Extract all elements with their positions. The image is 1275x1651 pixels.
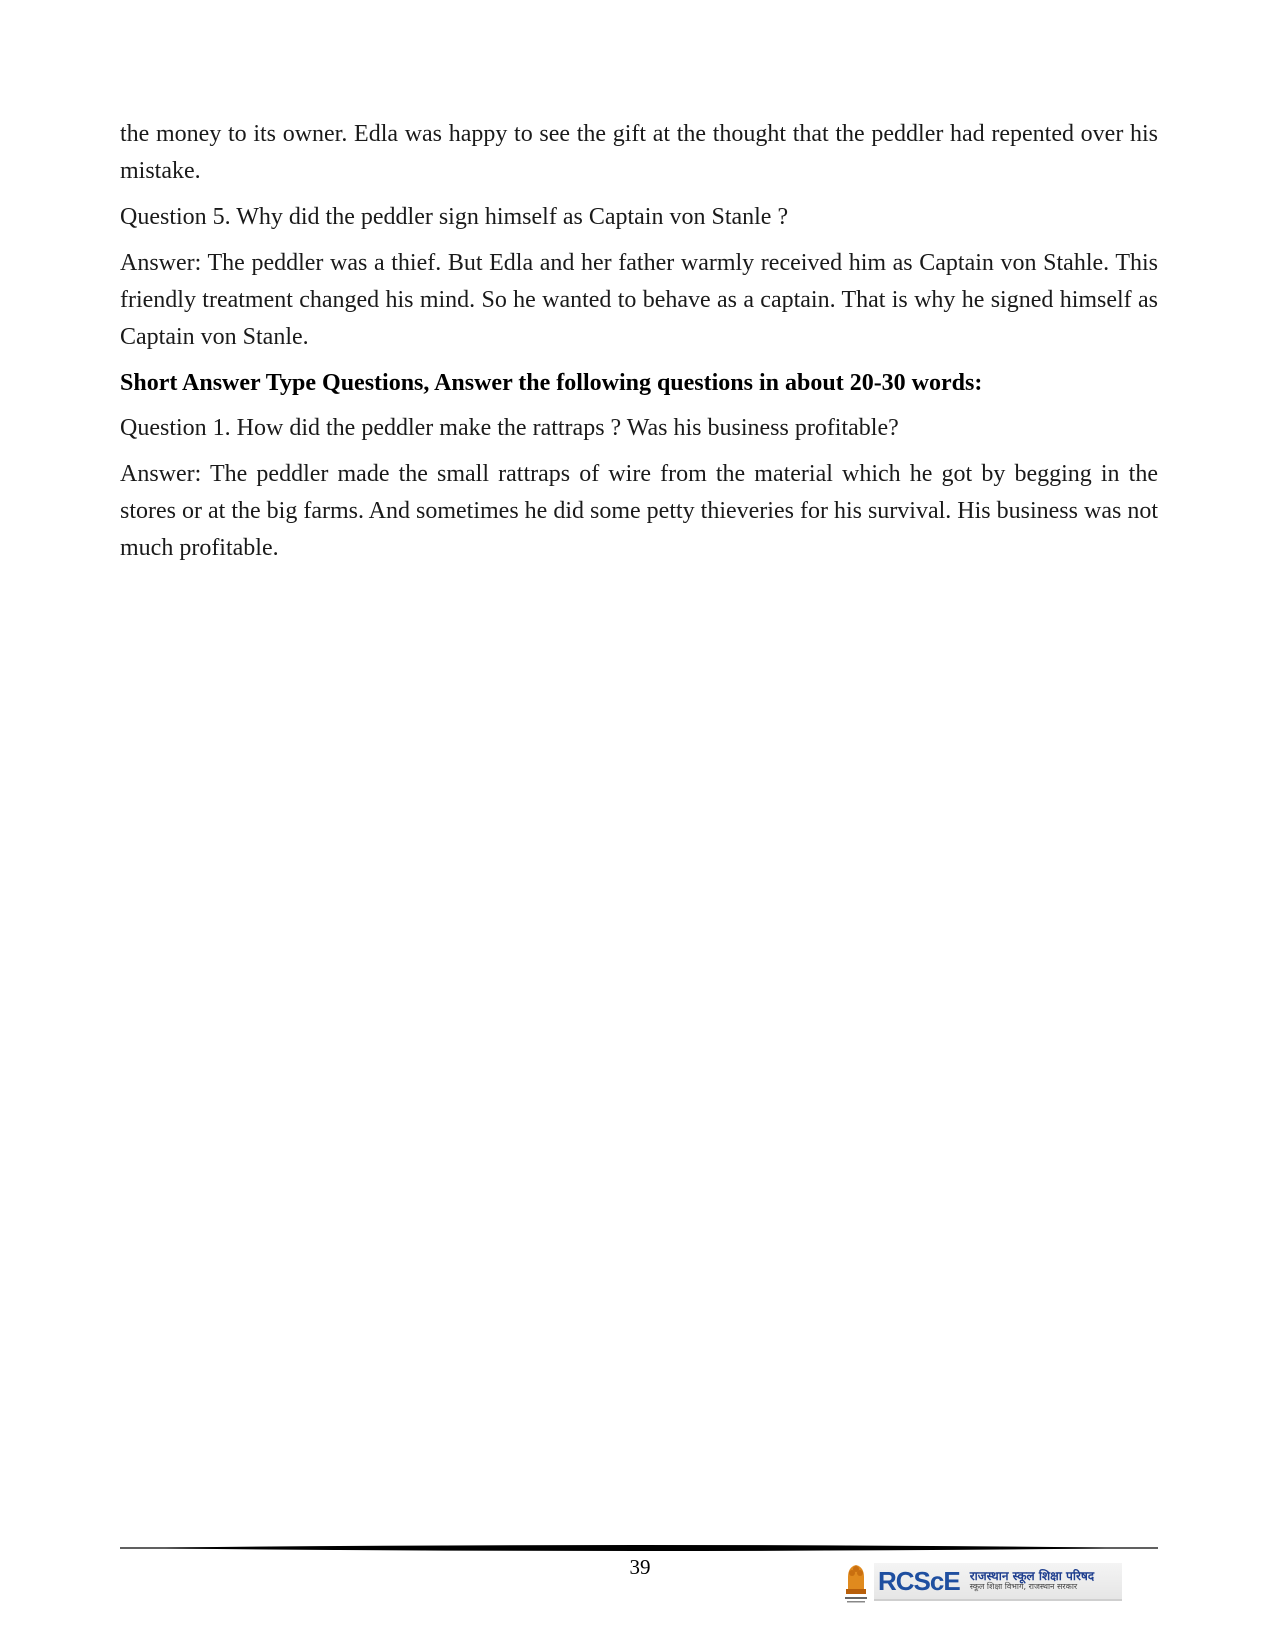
question-1: Question 1. How did the peddler make the rattraps ? Was his business profitable? <box>120 415 899 441</box>
document-body <box>120 116 1158 576</box>
answer-1: Answer: The peddler made the small rattraps of wire from the material which he got by begging in the stores or at the big farms. And sometimes he did some petty thieveries for his survival. His business was not much profitable. <box>120 461 1158 561</box>
answer-5: Answer: The peddler was a thief. But Edla and her father warmly received him as Captain von Stahle. This friendly treatment changed his mind. So he wanted to behave as a captain. That is why he signed himself as Captain von Stanle. <box>120 250 1158 350</box>
rcsce-logo <box>842 1559 1122 1605</box>
logo-title: राजस्थान स्कूल शिक्षा परिषद <box>969 1569 1095 1583</box>
ashoka-emblem-icon <box>842 1559 870 1605</box>
logo-subtitle: स्कूल शिक्षा विभाग, राजस्थान सरकार <box>969 1582 1078 1592</box>
footer-rule <box>120 1543 1158 1553</box>
question-5: Question 5. Why did the peddler sign himself as Captain von Stanle ? <box>120 204 789 230</box>
page-number: 39 <box>629 1555 651 1579</box>
section-heading: Short Answer Type Questions, Answer the following questions in about 20-30 words: <box>120 370 983 396</box>
paragraph-continuation: the money to its owner. Edla was happy to see the gift at the thought that the peddler had repented over his mistake. <box>120 121 1158 184</box>
logo-banner <box>874 1563 1122 1601</box>
logo-acronym: RCScE <box>878 1565 960 1596</box>
